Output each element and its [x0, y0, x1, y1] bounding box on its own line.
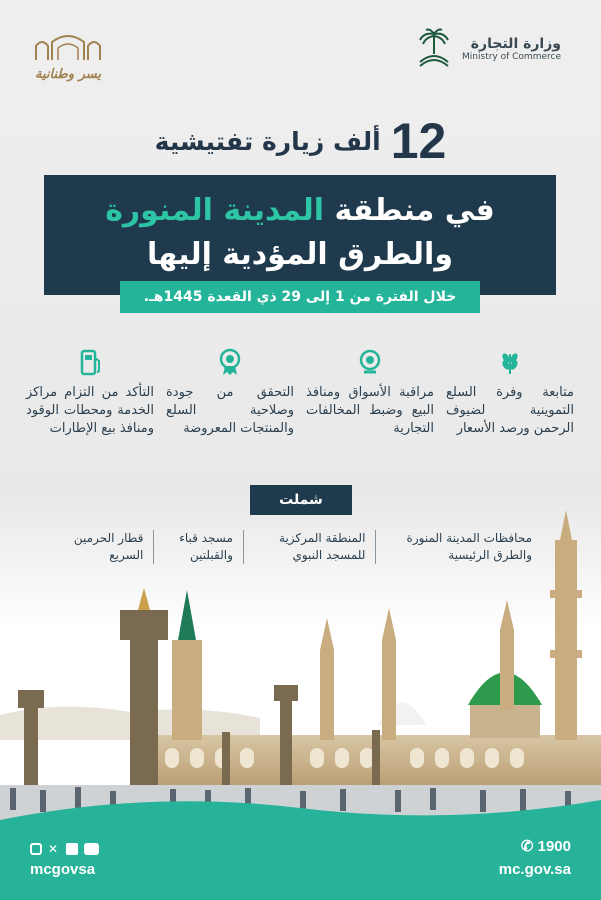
- feature-supply-text: متابعة وفرة السلع التموينية لضيوف الرحمن ورصد الأسعار: [446, 385, 574, 436]
- location-item: محافظات المدينة المنورة والطرق الرئيسية: [406, 531, 532, 562]
- campaign-logo: [28, 30, 108, 82]
- phone-icon: ✆: [520, 838, 538, 855]
- palm-swords-emblem-icon: [414, 28, 454, 70]
- ministry-name-en: Ministry of Commerce: [462, 52, 561, 62]
- region-highlight: المدينة المنورة: [105, 193, 325, 228]
- mosque-skyline-illustration: [0, 500, 601, 830]
- social-handle[interactable]: mcgovsa: [30, 861, 96, 878]
- region-line-2: والطرق المؤدية إليها: [147, 237, 453, 272]
- period-banner: خلال الفترة من 1 إلى 29 ذي القعدة 1445هـ.: [120, 281, 480, 313]
- feature-quality-text: التحقق من جودة وصلاحية السلع والمنتجات المعروضة: [166, 385, 294, 436]
- feature-quality: [166, 348, 294, 478]
- social-icons: [30, 843, 99, 855]
- region-banner: [44, 175, 556, 295]
- website-link[interactable]: mc.gov.sa: [498, 861, 571, 878]
- feature-supply: [446, 348, 574, 478]
- facebook-icon[interactable]: [66, 843, 78, 855]
- monitor-camera-icon: [356, 348, 384, 376]
- ministry-name-ar: وزارة التجارة: [470, 36, 561, 52]
- phone-text: 1900: [537, 838, 571, 855]
- campaign-brand: يسر وطنانية: [35, 67, 101, 82]
- features-list: [26, 348, 574, 478]
- contact-block: [499, 837, 571, 878]
- headline-number: 12: [390, 113, 447, 169]
- location-item: قطار الحرمين السريع: [60, 530, 154, 564]
- feature-stations: [26, 348, 154, 478]
- ministry-name: [462, 36, 561, 62]
- ministry-logo: [414, 28, 561, 70]
- fuel-pump-icon: [76, 348, 104, 376]
- location-item: مسجد قباء والقبلتين: [154, 530, 244, 564]
- region-prefix: في منطقة: [334, 193, 495, 228]
- x-icon[interactable]: ✕: [48, 842, 59, 856]
- social-block: [30, 843, 99, 878]
- wheat-icon: [496, 348, 524, 376]
- location-item: المنطقة المركزية للمسجد النبوي: [244, 530, 377, 564]
- quality-badge-icon: [216, 348, 244, 376]
- youtube-icon[interactable]: [84, 843, 99, 855]
- phone-number[interactable]: [499, 837, 571, 855]
- feature-markets-text: مراقبة الأسواق ومنافذ البيع وضبط المخالفات التجارية: [306, 385, 434, 436]
- feature-markets: [306, 348, 434, 478]
- headline: [0, 112, 601, 170]
- feature-stations-text: التأكد من التزام مراكز الخدمة ومحطات الوقود ومنافذ بيع الإطارات: [26, 385, 154, 436]
- footer: [0, 790, 601, 900]
- headline-text: ألف زيارة تفتيشية: [154, 126, 381, 156]
- includes-label: شملت: [250, 485, 352, 515]
- instagram-icon[interactable]: [30, 843, 42, 855]
- region-line-1: [44, 189, 556, 233]
- arches-icon: [28, 30, 108, 64]
